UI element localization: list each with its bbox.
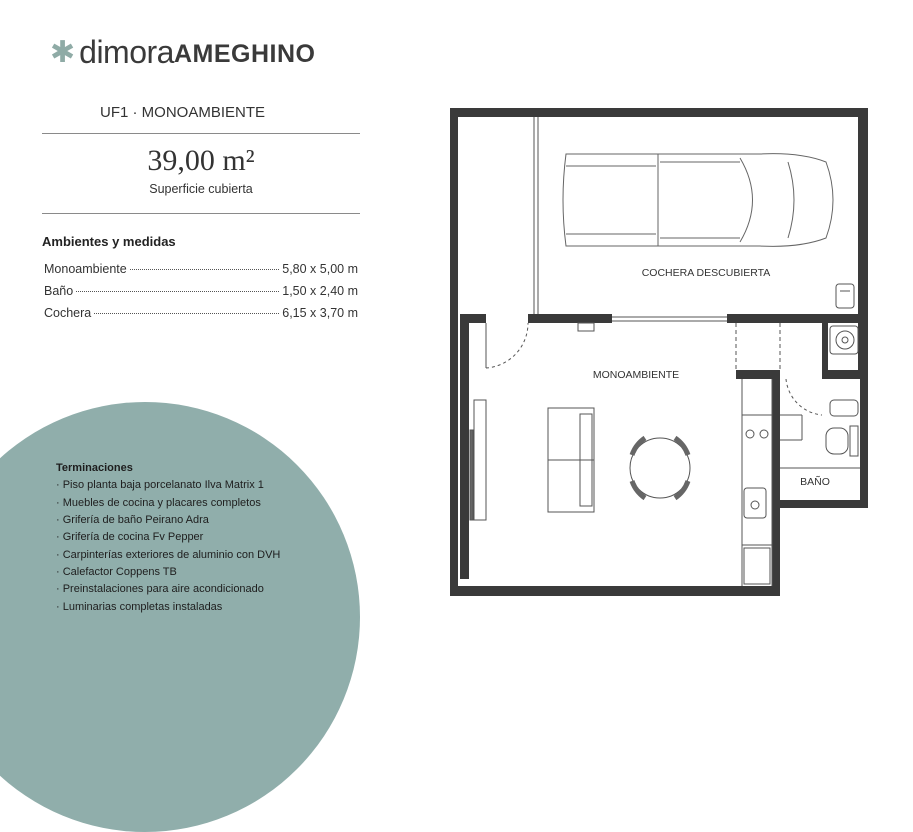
measure-value: 1,50 x 2,40 m (282, 284, 358, 298)
finish-item: · Grifería de cocina Fv Pepper (56, 531, 204, 543)
brand-name-bold: AMEGHINO (173, 40, 316, 68)
unit-title: UF1 · MONOAMBIENTE (100, 104, 266, 121)
measure-label: Cochera (44, 306, 92, 320)
leader-dots (76, 291, 279, 292)
finish-item: · Grifería de baño Peirano Adra (56, 514, 209, 526)
measure-label: Baño (44, 284, 74, 298)
wall (858, 108, 868, 370)
brand-name-light: dimora (79, 34, 174, 70)
wall (736, 370, 780, 379)
car-icon (563, 154, 833, 247)
area-value: 39,00 m² (147, 144, 255, 177)
area-label: Superficie cubierta (149, 182, 253, 196)
wall (772, 378, 780, 596)
wall (772, 500, 868, 508)
room-label-living: MONOAMBIENTE (592, 369, 680, 381)
wall (822, 323, 828, 370)
wall (528, 314, 612, 323)
room-label-garage: COCHERA DESCUBIERTA (641, 267, 771, 279)
asterisk-icon: ✱ (50, 35, 76, 69)
measure-row (44, 262, 358, 280)
finish-item: · Muebles de cocina y placares completos (56, 497, 261, 509)
measure-row (44, 306, 358, 324)
measure-row (44, 284, 358, 302)
measures-title: Ambientes y medidas (42, 234, 176, 249)
wall (450, 108, 868, 117)
wall (450, 108, 458, 596)
brand-logo (50, 34, 315, 71)
leader-dots (130, 269, 280, 270)
finish-item: · Carpinterías exteriores de aluminio con DVH (56, 549, 281, 561)
measure-value: 5,80 x 5,00 m (282, 262, 358, 276)
wall (822, 370, 868, 379)
leader-dots (94, 313, 279, 314)
finish-item: · Calefactor Coppens TB (56, 566, 177, 578)
wall (450, 586, 780, 596)
wall (860, 370, 868, 508)
wall (460, 314, 469, 579)
finish-item: · Preinstalaciones para aire acondicionado (56, 583, 264, 595)
wall (727, 314, 860, 323)
divider (42, 133, 360, 134)
measure-value: 6,15 x 3,70 m (282, 306, 358, 320)
floor-plan (440, 100, 880, 600)
measure-label: Monoambiente (44, 262, 127, 276)
decorative-circle (0, 402, 360, 832)
finishes-title: Terminaciones (56, 462, 133, 474)
finish-item: · Piso planta baja porcelanato Ilva Matrix 1 (56, 479, 264, 491)
room-label-bath: BAÑO (800, 476, 830, 488)
divider (42, 213, 360, 214)
finish-item: · Luminarias completas instaladas (56, 601, 223, 613)
